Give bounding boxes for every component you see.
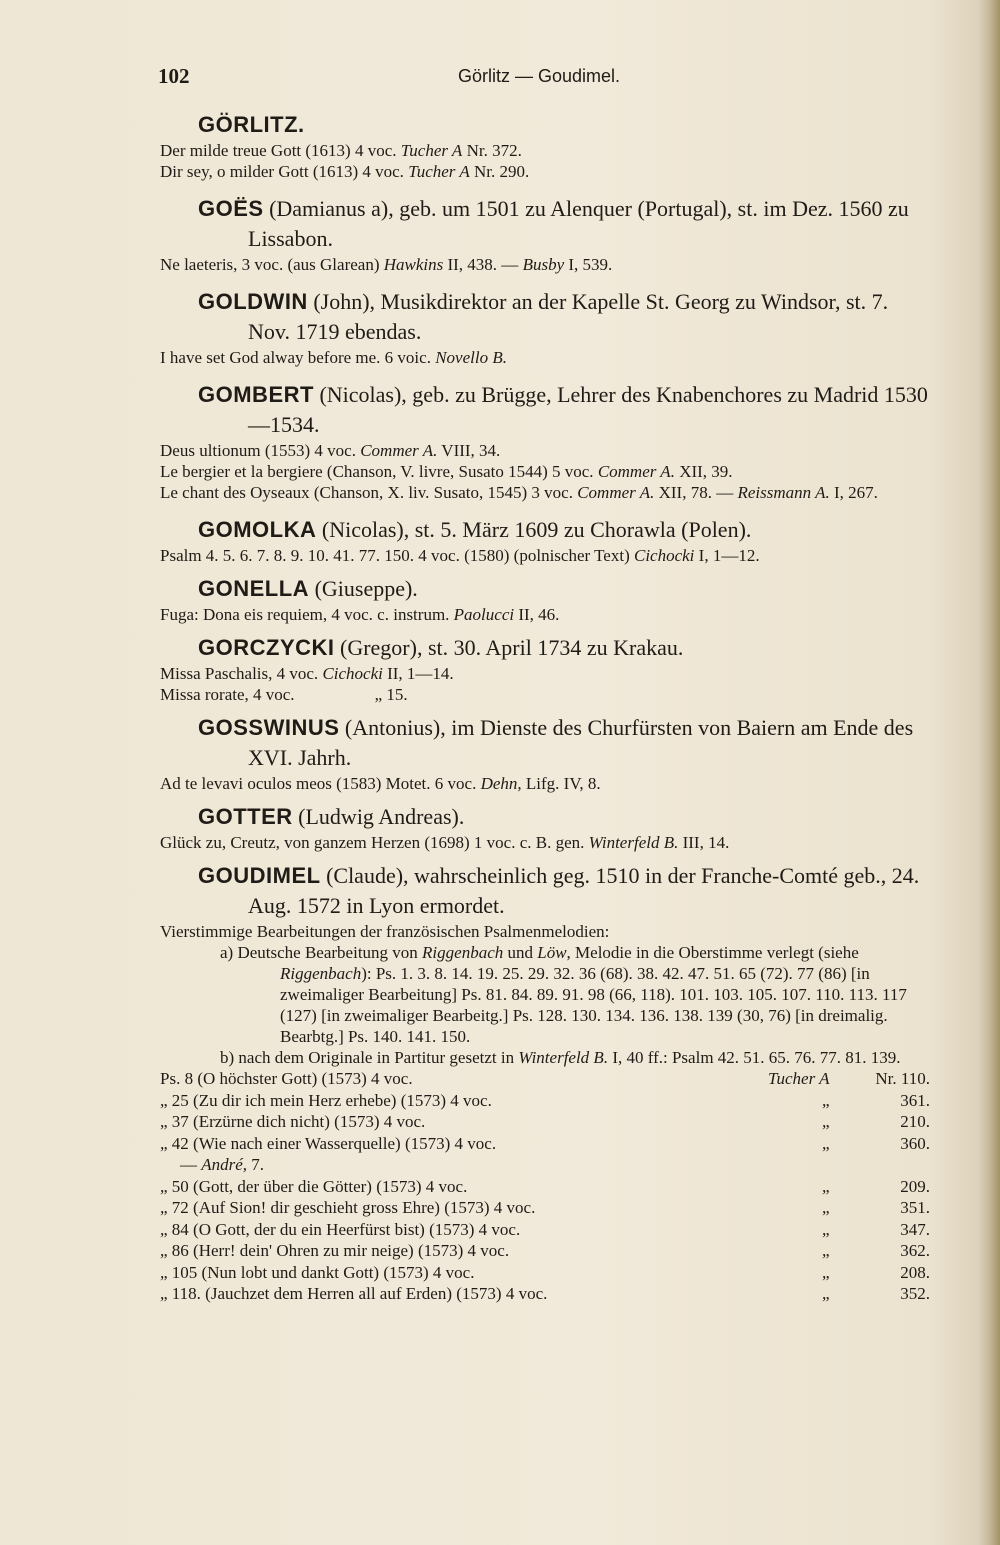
entry-goldwin [160, 287, 930, 368]
composer-name: GÖRLITZ. [198, 112, 305, 137]
entry-heading [198, 287, 930, 347]
entry-gomolka [160, 515, 930, 566]
work-line: Dir sey, o milder Gott (1613) 4 voc. Tucher A Nr. 290. [160, 162, 530, 181]
composer-name: GOSSWINUS [198, 715, 340, 740]
entry-gonella [160, 574, 930, 625]
composer-name: GOLDWIN [198, 289, 308, 314]
psalm-row: „ 86 (Herr! dein' Ohren zu mir neige) (1573) 4 voc. „ 362. [160, 1241, 930, 1260]
psalm-row: Ps. 8 (O höchster Gott) (1573) 4 voc. Tucher A Nr. 110. [160, 1069, 930, 1088]
entry-heading [198, 380, 930, 440]
sub-section-a: a) Deutsche Bearbeitung von Riggenbach und Löw, Melodie in die Oberstimme verlegt (siehe Riggenbach): Ps. 1. 3. 8. 14. 19. 25. 29. 32. 36 (68). 38. 42. 47. 51. 65 (72). 77 (86) [in zweimaliger Bearbeitung] Ps. 81. 84. 89. 91. 98 (66, 118). 101. 103. 105. 107. 110. 113. 117 (127) [in zweimaliger Bearbeitg.] Ps. 128. 130. 134. 136. 138. 139 (30, 76) [in dreimalig. Bearbtg.] Ps. 140. 141. 150. [220, 943, 907, 1046]
psalm-row: „ 42 (Wie nach einer Wasserquelle) (1573) 4 voc. „ 360. [160, 1133, 930, 1153]
psalm-row: — André, 7. [180, 1155, 265, 1174]
composer-name: GOUDIMEL [198, 863, 321, 888]
psalm-row: „ 105 (Nun lobt und dankt Gott) (1573) 4 voc. „ 208. [160, 1262, 930, 1282]
work-line: Le chant des Oyseaux (Chanson, X. liv. Susato, 1545) 3 voc. Commer A. XII, 78. — Reissmann A. I, 267. [160, 483, 878, 502]
composer-bio: (Ludwig Andreas). [292, 804, 465, 829]
entry-gotter [160, 802, 930, 853]
entry-heading [198, 861, 930, 921]
work-line: I have set God alway before me. 6 voic. Novello B. [160, 348, 507, 367]
entry-gombert [160, 380, 930, 503]
work-line: Missa rorate, 4 voc. „ 15. [160, 685, 408, 704]
entry-heading [198, 574, 930, 604]
psalm-row: „ 84 (O Gott, der du ein Heerfürst bist) (1573) 4 voc. „ 347. [160, 1219, 930, 1239]
composer-name: GORCZYCKI [198, 635, 335, 660]
work-line: Fuga: Dona eis requiem, 4 voc. c. instrum. Paolucci II, 46. [160, 605, 560, 624]
intro-line: Vierstimmige Bearbeitungen der französischen Psalmenmelodien: [160, 922, 610, 941]
work-line: Ne laeteris, 3 voc. (aus Glarean) Hawkins II, 438. — Busby I, 539. [160, 255, 613, 274]
psalm-row: „ 37 (Erzürne dich nicht) (1573) 4 voc. „ 210. [160, 1112, 930, 1131]
entry-goes [160, 194, 930, 275]
composer-name: GONELLA [198, 576, 310, 601]
composer-bio: (Antonius), im Dienste des Churfürsten von Baiern am Ende des XVI. Jahrh. [248, 715, 914, 770]
work-line: Missa Paschalis, 4 voc. Cichocki II, 1—14. [160, 664, 454, 683]
page-header [158, 64, 938, 94]
psalm-row: „ 118. (Jauchzet dem Herren all auf Erden) (1573) 4 voc. „ 352. [160, 1284, 930, 1303]
page-number: 102 [158, 64, 190, 88]
composer-name: GOËS [198, 196, 264, 221]
work-line: Ad te levavi oculos meos (1583) Motet. 6 voc. Dehn, Lifg. IV, 8. [160, 774, 601, 793]
psalm-row: „ 72 (Auf Sion! dir geschieht gross Ehre) (1573) 4 voc. „ 351. [160, 1198, 930, 1217]
composer-bio: (Giuseppe). [309, 576, 418, 601]
page-content [160, 110, 930, 1305]
composer-name: GOMOLKA [198, 517, 317, 542]
psalm-table [160, 1068, 930, 1305]
composer-bio: (Nicolas), st. 5. März 1609 zu Chorawla (Polen). [316, 517, 752, 542]
entry-goudimel [160, 861, 930, 1305]
running-head: Görlitz — Goudimel. [458, 66, 621, 86]
composer-bio: (Claude), wahrscheinlich geg. 1510 in der Franche-Comté geb., 24. Aug. 1572 in Lyon ermordet. [248, 863, 920, 918]
page-edge-shadow [978, 0, 1000, 1545]
entry-heading [198, 633, 930, 663]
work-line: Der milde treue Gott (1613) 4 voc. Tucher A Nr. 372. [160, 141, 522, 160]
composer-name: GOMBERT [198, 382, 314, 407]
work-line: Glück zu, Creutz, von ganzem Herzen (1698) 1 voc. c. B. gen. Winterfeld B. III, 14. [160, 833, 730, 852]
work-line: Le bergier et la bergiere (Chanson, V. livre, Susato 1544) 5 voc. Commer A. XII, 39. [160, 462, 733, 481]
entry-gorczycki [160, 633, 930, 705]
composer-bio: (Gregor), st. 30. April 1734 zu Krakau. [334, 635, 684, 660]
work-line: Deus ultionum (1553) 4 voc. Commer A. VIII, 34. [160, 441, 501, 460]
composer-name: GOTTER [198, 804, 293, 829]
composer-bio: (Damianus a), geb. um 1501 zu Alenquer (Portugal), st. im Dez. 1560 zu Lissabon. [248, 196, 909, 251]
entry-goerlitz [160, 110, 930, 182]
entry-heading [198, 194, 930, 254]
entry-gosswinus [160, 713, 930, 794]
psalm-row: „ 50 (Gott, der über die Götter) (1573) 4 voc. „ 209. [160, 1176, 930, 1196]
work-line: Psalm 4. 5. 6. 7. 8. 9. 10. 41. 77. 150. 4 voc. (1580) (polnischer Text) Cichocki I, 1—12. [160, 546, 760, 565]
entry-heading [198, 802, 930, 832]
sub-section-b: b) nach dem Originale in Partitur gesetzt in Winterfeld B. I, 40 ff.: Psalm 42. 51. 65. 76. 77. 81. 139. [220, 1048, 901, 1067]
composer-bio: (Nicolas), geb. zu Brügge, Lehrer des Knabenchores zu Madrid 1530—1534. [248, 382, 928, 437]
composer-bio: (John), Musikdirektor an der Kapelle St. Georg zu Windsor, st. 7. Nov. 1719 ebendas. [248, 289, 889, 344]
entry-heading [198, 713, 930, 773]
psalm-row: „ 25 (Zu dir ich mein Herz erhebe) (1573) 4 voc. „ 361. [160, 1090, 930, 1110]
entry-heading [198, 515, 930, 545]
entry-heading [198, 110, 930, 140]
